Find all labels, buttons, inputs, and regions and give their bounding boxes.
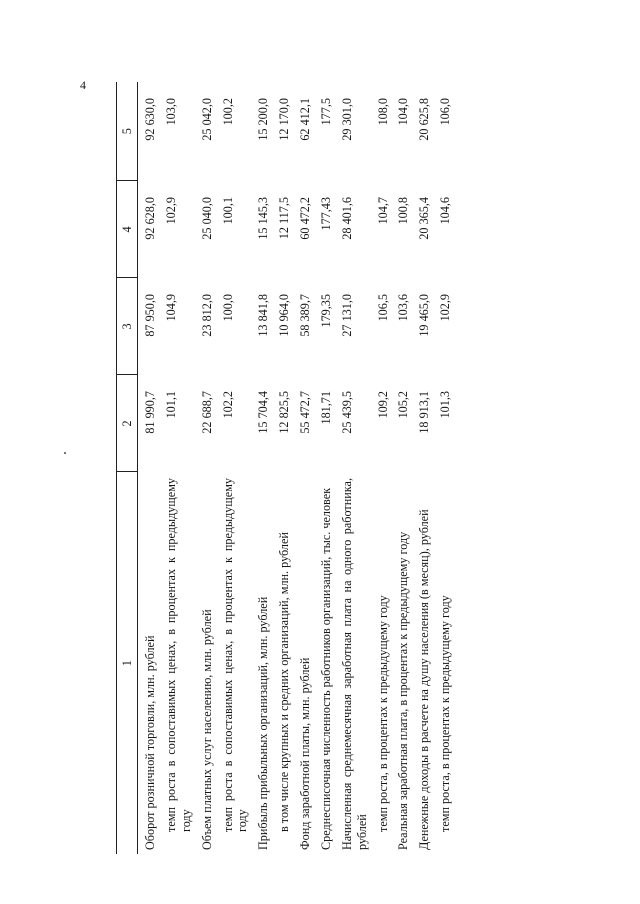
cell-value: 22 688,7: [199, 391, 214, 434]
cell-value: 102,9: [438, 294, 453, 322]
cell-value: 104,7: [375, 197, 390, 225]
cell-value: 100,1: [220, 197, 235, 225]
cell-value: 23 812,0: [199, 294, 214, 337]
cell-value: 10 964,0: [277, 294, 292, 337]
cell-value: 102,2: [220, 391, 235, 419]
cell-value: 92 630,0: [143, 98, 157, 141]
row-label: темп роста в сопоставимых ценах, в процентах к предыдущему году: [220, 478, 250, 832]
row-label: Денежные доходы в расчете на душу населения (в месяц), рублей: [417, 509, 432, 850]
scan-speck: [64, 452, 66, 454]
cell-value: 102,9: [163, 197, 178, 225]
cell-value: 12 825,5: [277, 391, 292, 434]
cell-value: 104,0: [396, 98, 411, 126]
cell-value: 105,2: [396, 391, 411, 419]
row-label: Прибыль прибыльных организаций, млн. рублей: [256, 596, 271, 850]
cell-value: 62 412,1: [298, 98, 312, 141]
row-label: Объем платных услуг населению, млн. рублей: [199, 609, 214, 850]
cell-value: 55 472,7: [298, 391, 312, 434]
indicators-table: [116, 82, 456, 854]
column-header: 5: [117, 82, 138, 181]
cell-value: 28 401,6: [339, 197, 354, 240]
table-row: [138, 82, 161, 854]
cell-value: 12 170,0: [277, 98, 292, 141]
page-number: 4: [80, 78, 86, 92]
row-label: Среднесписочная численность работников организаций, тыс. человек: [318, 487, 333, 850]
cell-value: 25 040,0: [199, 197, 214, 240]
rotated-table-container: [116, 82, 640, 854]
cell-value: 87 950,0: [143, 294, 157, 337]
cell-value: 18 913,1: [417, 391, 432, 434]
table-row: [253, 82, 274, 854]
table-row: [197, 82, 218, 854]
table-row: [337, 82, 373, 854]
cell-value: 109,2: [375, 391, 390, 419]
cell-value: 15 704,4: [256, 391, 271, 434]
column-header: 4: [117, 181, 138, 278]
table-row: [316, 82, 337, 854]
column-header: 2: [117, 375, 138, 472]
cell-value: 58 389,7: [298, 294, 312, 337]
cell-value: 103,0: [163, 98, 178, 126]
table-row: [274, 82, 295, 854]
table-row: [218, 82, 254, 854]
row-label: Оборот розничной торговли, млн. рублей: [143, 635, 157, 850]
row-label: темп роста, в процентах к предыдущему году: [375, 595, 390, 832]
cell-value: 100,2: [220, 98, 235, 126]
cell-value: 101,3: [438, 391, 453, 419]
cell-value: 29 301,0: [339, 98, 354, 141]
row-label: Фонд заработной платы, млн. рублей: [298, 657, 312, 850]
table-row: [161, 82, 197, 854]
cell-value: 106,0: [438, 98, 453, 126]
cell-value: 177,5: [318, 98, 333, 126]
cell-value: 20 365,4: [417, 197, 432, 240]
cell-value: 104,9: [163, 294, 178, 322]
cell-value: 25 439,5: [339, 391, 354, 434]
cell-value: 100,0: [220, 294, 235, 322]
row-label: в том числе крупных и средних организаций, млн. рублей: [277, 532, 292, 832]
cell-value: 104,6: [438, 197, 453, 225]
column-header: 3: [117, 278, 138, 375]
cell-value: 13 841,8: [256, 294, 271, 337]
cell-value: 81 990,7: [143, 391, 157, 434]
cell-value: 60 472,2: [298, 197, 312, 240]
cell-value: 103,6: [396, 294, 411, 322]
cell-value: 20 625,8: [417, 98, 432, 141]
cell-value: 12 117,5: [277, 197, 292, 240]
cell-value: 106,5: [375, 294, 390, 322]
row-label: темп роста в сопоставимых ценах, в процентах к предыдущему году: [163, 478, 193, 832]
table-row: [393, 82, 414, 854]
row-label: Реальная заработная плата, в процентах к предыдущему году: [396, 531, 411, 850]
cell-value: 179,35: [318, 294, 333, 328]
table-row: [373, 82, 394, 854]
cell-value: 101,1: [163, 391, 178, 419]
table-row: [414, 82, 435, 854]
row-label: темп роста, в процентах к предыдущему году: [438, 595, 453, 832]
cell-value: 92 628,0: [143, 197, 157, 240]
cell-value: 19 465,0: [417, 294, 432, 337]
table-row: [295, 82, 316, 854]
cell-value: 181,71: [318, 391, 333, 425]
cell-value: 108,0: [375, 98, 390, 126]
row-label: Начисленная среднемесячная заработная плата на одного работника, рублей: [339, 478, 369, 850]
cell-value: 177,43: [318, 197, 333, 231]
cell-value: 100,8: [396, 197, 411, 225]
cell-value: 15 145,3: [256, 197, 271, 240]
table-row: [435, 82, 456, 854]
cell-value: 15 200,0: [256, 98, 271, 141]
cell-value: 27 131,0: [339, 294, 354, 337]
cell-value: 25 042,0: [199, 98, 214, 141]
column-header: 1: [117, 472, 138, 854]
table-header-row: [117, 82, 138, 854]
